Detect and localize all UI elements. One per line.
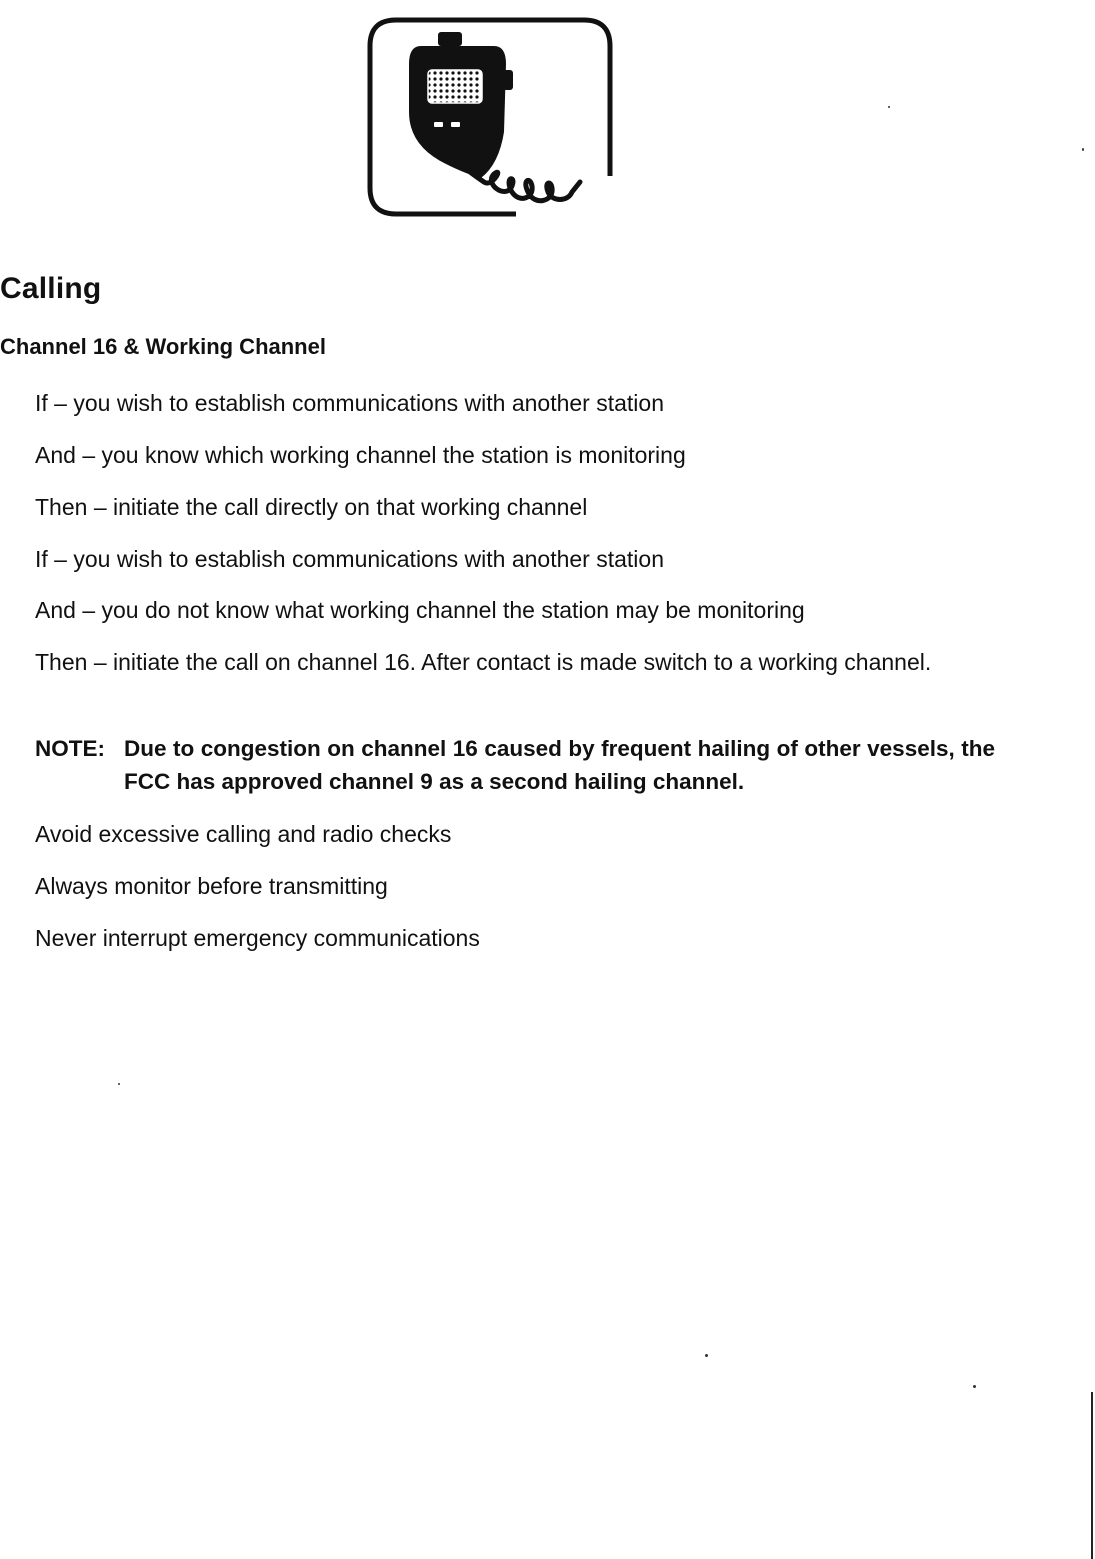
scan-speck — [118, 1083, 120, 1085]
scan-speck — [888, 106, 890, 108]
scan-speck — [1082, 148, 1084, 151]
section-subtitle: Channel 16 & Working Channel — [0, 334, 326, 359]
radio-microphone-icon — [366, 16, 614, 218]
instruction-line: If – you wish to establish communications with another station — [35, 390, 664, 416]
instruction-line: If – you wish to establish communications with another station — [35, 546, 664, 572]
instruction-line: Then – initiate the call directly on that working channel — [35, 494, 588, 520]
page-title: Calling — [0, 272, 102, 305]
note-text: Due to congestion on channel 16 caused by frequent hailing of other vessels, the FCC has approved channel 9 as a second hailing channel. — [124, 736, 995, 794]
note-label: NOTE: — [35, 736, 105, 761]
scan-edge-line — [1091, 1392, 1093, 1559]
tip-line: Always monitor before transmitting — [35, 873, 388, 899]
tip-line: Avoid excessive calling and radio checks — [35, 821, 452, 847]
tip-line: Never interrupt emergency communications — [35, 925, 480, 951]
scan-speck — [705, 1354, 708, 1357]
scan-speck — [973, 1385, 976, 1388]
note-block — [35, 732, 995, 798]
instruction-line: And – you do not know what working channel the station may be monitoring — [35, 597, 805, 623]
instruction-line: And – you know which working channel the station is monitoring — [35, 442, 686, 468]
instruction-paragraph: Then – initiate the call on channel 16. After contact is made switch to a working channel. — [35, 649, 932, 675]
